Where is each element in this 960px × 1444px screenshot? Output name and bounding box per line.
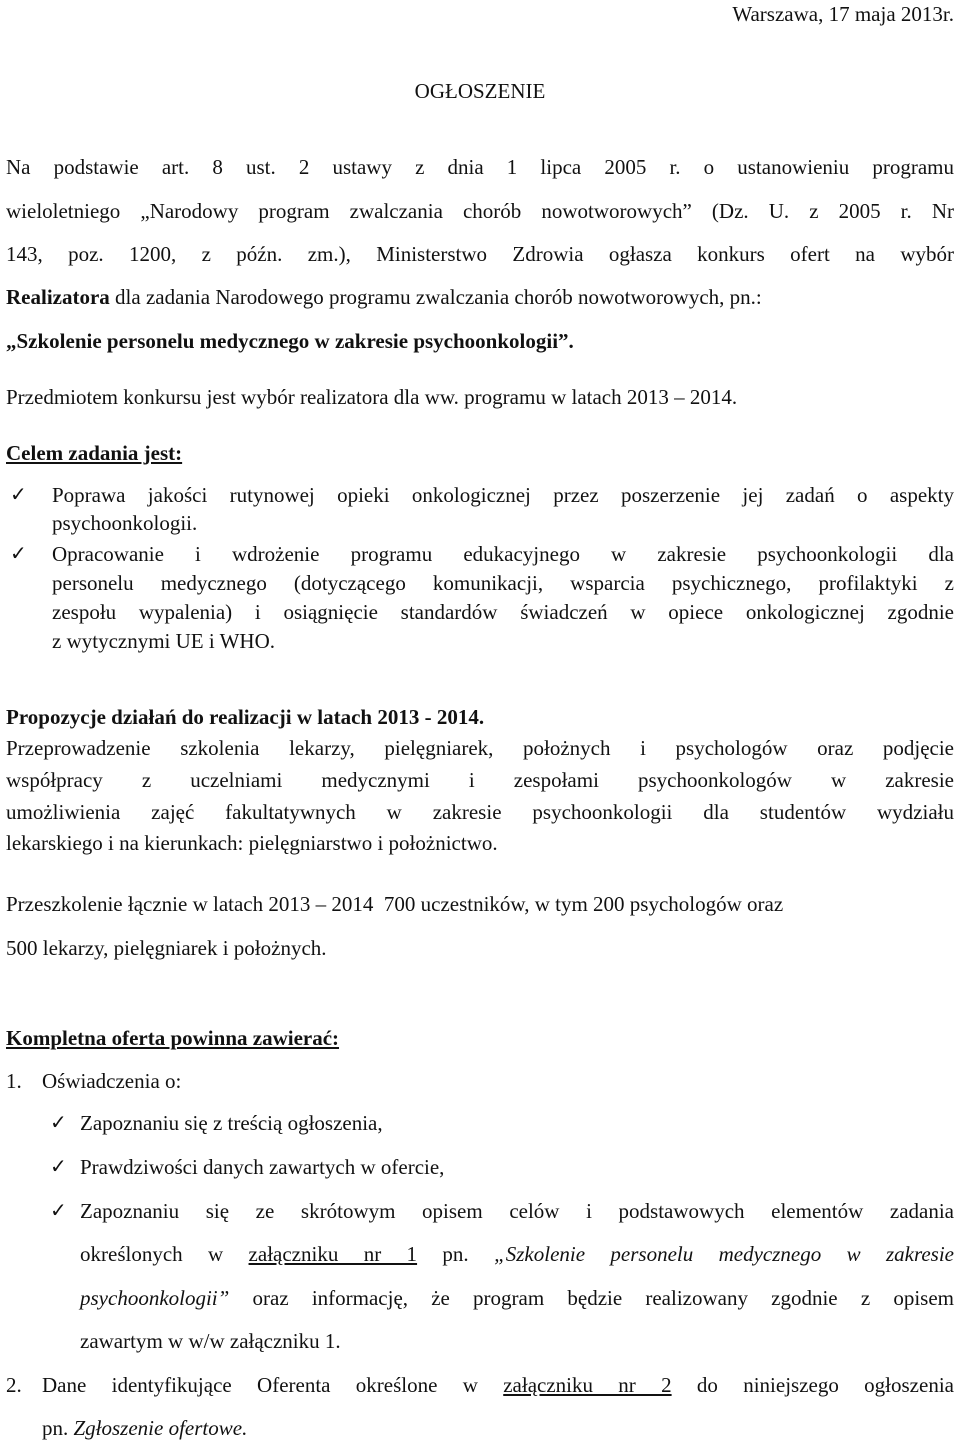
proposals-line: umożliwienia zajęć fakultatywnych w zakresie psychoonkologii dla studentów wydziału [6,800,954,824]
offer-heading: Kompletna oferta powinna zawierać: [6,1026,340,1050]
text-fragment: pn. [417,1242,495,1266]
proposals-line: współpracy z uczelniami medycznymi i zespołami psychoonkologów w zakresie [6,768,954,792]
text-fragment: oraz informację, że program będzie realizowany zgodnie z opisem [229,1286,954,1310]
checkmark-icon: ✓ [10,482,27,506]
offer-item-2-line [42,1373,954,1398]
text-fragment: określonych w [80,1242,249,1266]
offer-sub-item: Zapoznaniu się z treścią ogłoszenia, [80,1111,383,1135]
goal-item-2-line: zespołu wypalenia) i osiągnięcie standardów świadczeń w opiece onkologicznej zgodnie [52,600,954,624]
program-name-italic: psychoonkologii” [80,1286,230,1310]
document-title: OGŁOSZENIE [414,79,546,103]
training-line: 500 lekarzy, pielęgniarek i położnych. [6,936,327,960]
goals-heading: Celem zadania jest: [6,441,183,465]
intro-line: Na podstawie art. 8 ust. 2 ustawy z dnia 1 lipca 2005 r. o ustanowieniu programu [6,155,954,179]
checkmark-icon: ✓ [50,1198,67,1222]
offer-sub-item: zawartym w w/w załączniku 1. [80,1329,341,1353]
offer-sub-item: Zapoznaniu się ze skrótowym opisem celów i podstawowych elementów zadania [80,1199,954,1223]
intro-line4-rest: dla zadania Narodowego programu zwalczania chorób nowotworowych, pn.: [109,285,762,309]
intro-line: wieloletniego „Narodowy program zwalczania chorób nowotworowych” (Dz. U. z 2005 r. Nr [6,199,954,223]
contest-subject: Przedmiotem konkursu jest wybór realizatora dla ww. programu w latach 2013 – 2014. [6,385,738,409]
offer-item-1-number: 1. [6,1069,22,1093]
goal-item-2-line: personelu medycznego (dotyczącego komunikacji, wsparcia psychicznego, profilaktyki z [52,571,954,595]
offer-sub-item [80,1242,954,1267]
goal-item-2-line: Opracowanie i wdrożenie programu edukacyjnego w zakresie psychoonkologii dla [52,542,954,566]
program-name-italic: „Szkolenie personelu medycznego w zakresie [494,1242,955,1266]
intro-line [6,285,762,310]
attachment-2-link[interactable]: załączniku nr 2 [503,1373,672,1397]
offer-item-2-number: 2. [6,1373,22,1397]
offer-item-2-line [42,1416,247,1441]
intro-line: 143, poz. 1200, z późn. zm.), Ministerstwo Zdrowia ogłasza konkurs ofert na wybór [6,242,954,266]
attachment-1-link[interactable]: załączniku nr 1 [248,1242,418,1266]
training-line: Przeszkolenie łącznie w latach 2013 – 2014 700 uczestników, w tym 200 psychologów oraz [6,892,784,916]
checkmark-icon: ✓ [50,1110,67,1134]
realizator-bold: Realizatora [6,285,110,309]
proposals-line: Przeprowadzenie szkolenia lekarzy, pielęgniarek, położnych i psychologów oraz podjęcie [6,736,954,760]
proposals-heading: Propozycje działań do realizacji w latach 2013 - 2014. [6,705,485,729]
checkmark-icon: ✓ [10,541,27,565]
form-name-italic: Zgłoszenie ofertowe. [73,1416,248,1440]
document-date: Warszawa, 17 maja 2013r. [732,2,954,26]
proposals-line: lekarskiego i na kierunkach: pielęgniarstwo i położnictwo. [6,831,498,855]
goal-item-1-line: psychoonkologii. [52,511,198,535]
goal-item-2-line: z wytycznymi UE i WHO. [52,629,275,653]
offer-sub-item [80,1286,954,1311]
text-fragment: Dane identyfikujące Oferenta określone w [42,1373,504,1397]
text-fragment: do niniejszego ogłoszenia [671,1373,954,1397]
offer-item-1-label: Oświadczenia o: [42,1069,182,1093]
text-fragment: pn. [42,1416,74,1440]
goal-item-1-line: Poprawa jakości rutynowej opieki onkologicznej przez poszerzenie jej zadań o aspekty [52,483,954,507]
checkmark-icon: ✓ [50,1154,67,1178]
offer-sub-item: Prawdziwości danych zawartych w ofercie, [80,1155,445,1179]
task-title: „Szkolenie personelu medycznego w zakresie psychoonkologii”. [6,329,574,353]
